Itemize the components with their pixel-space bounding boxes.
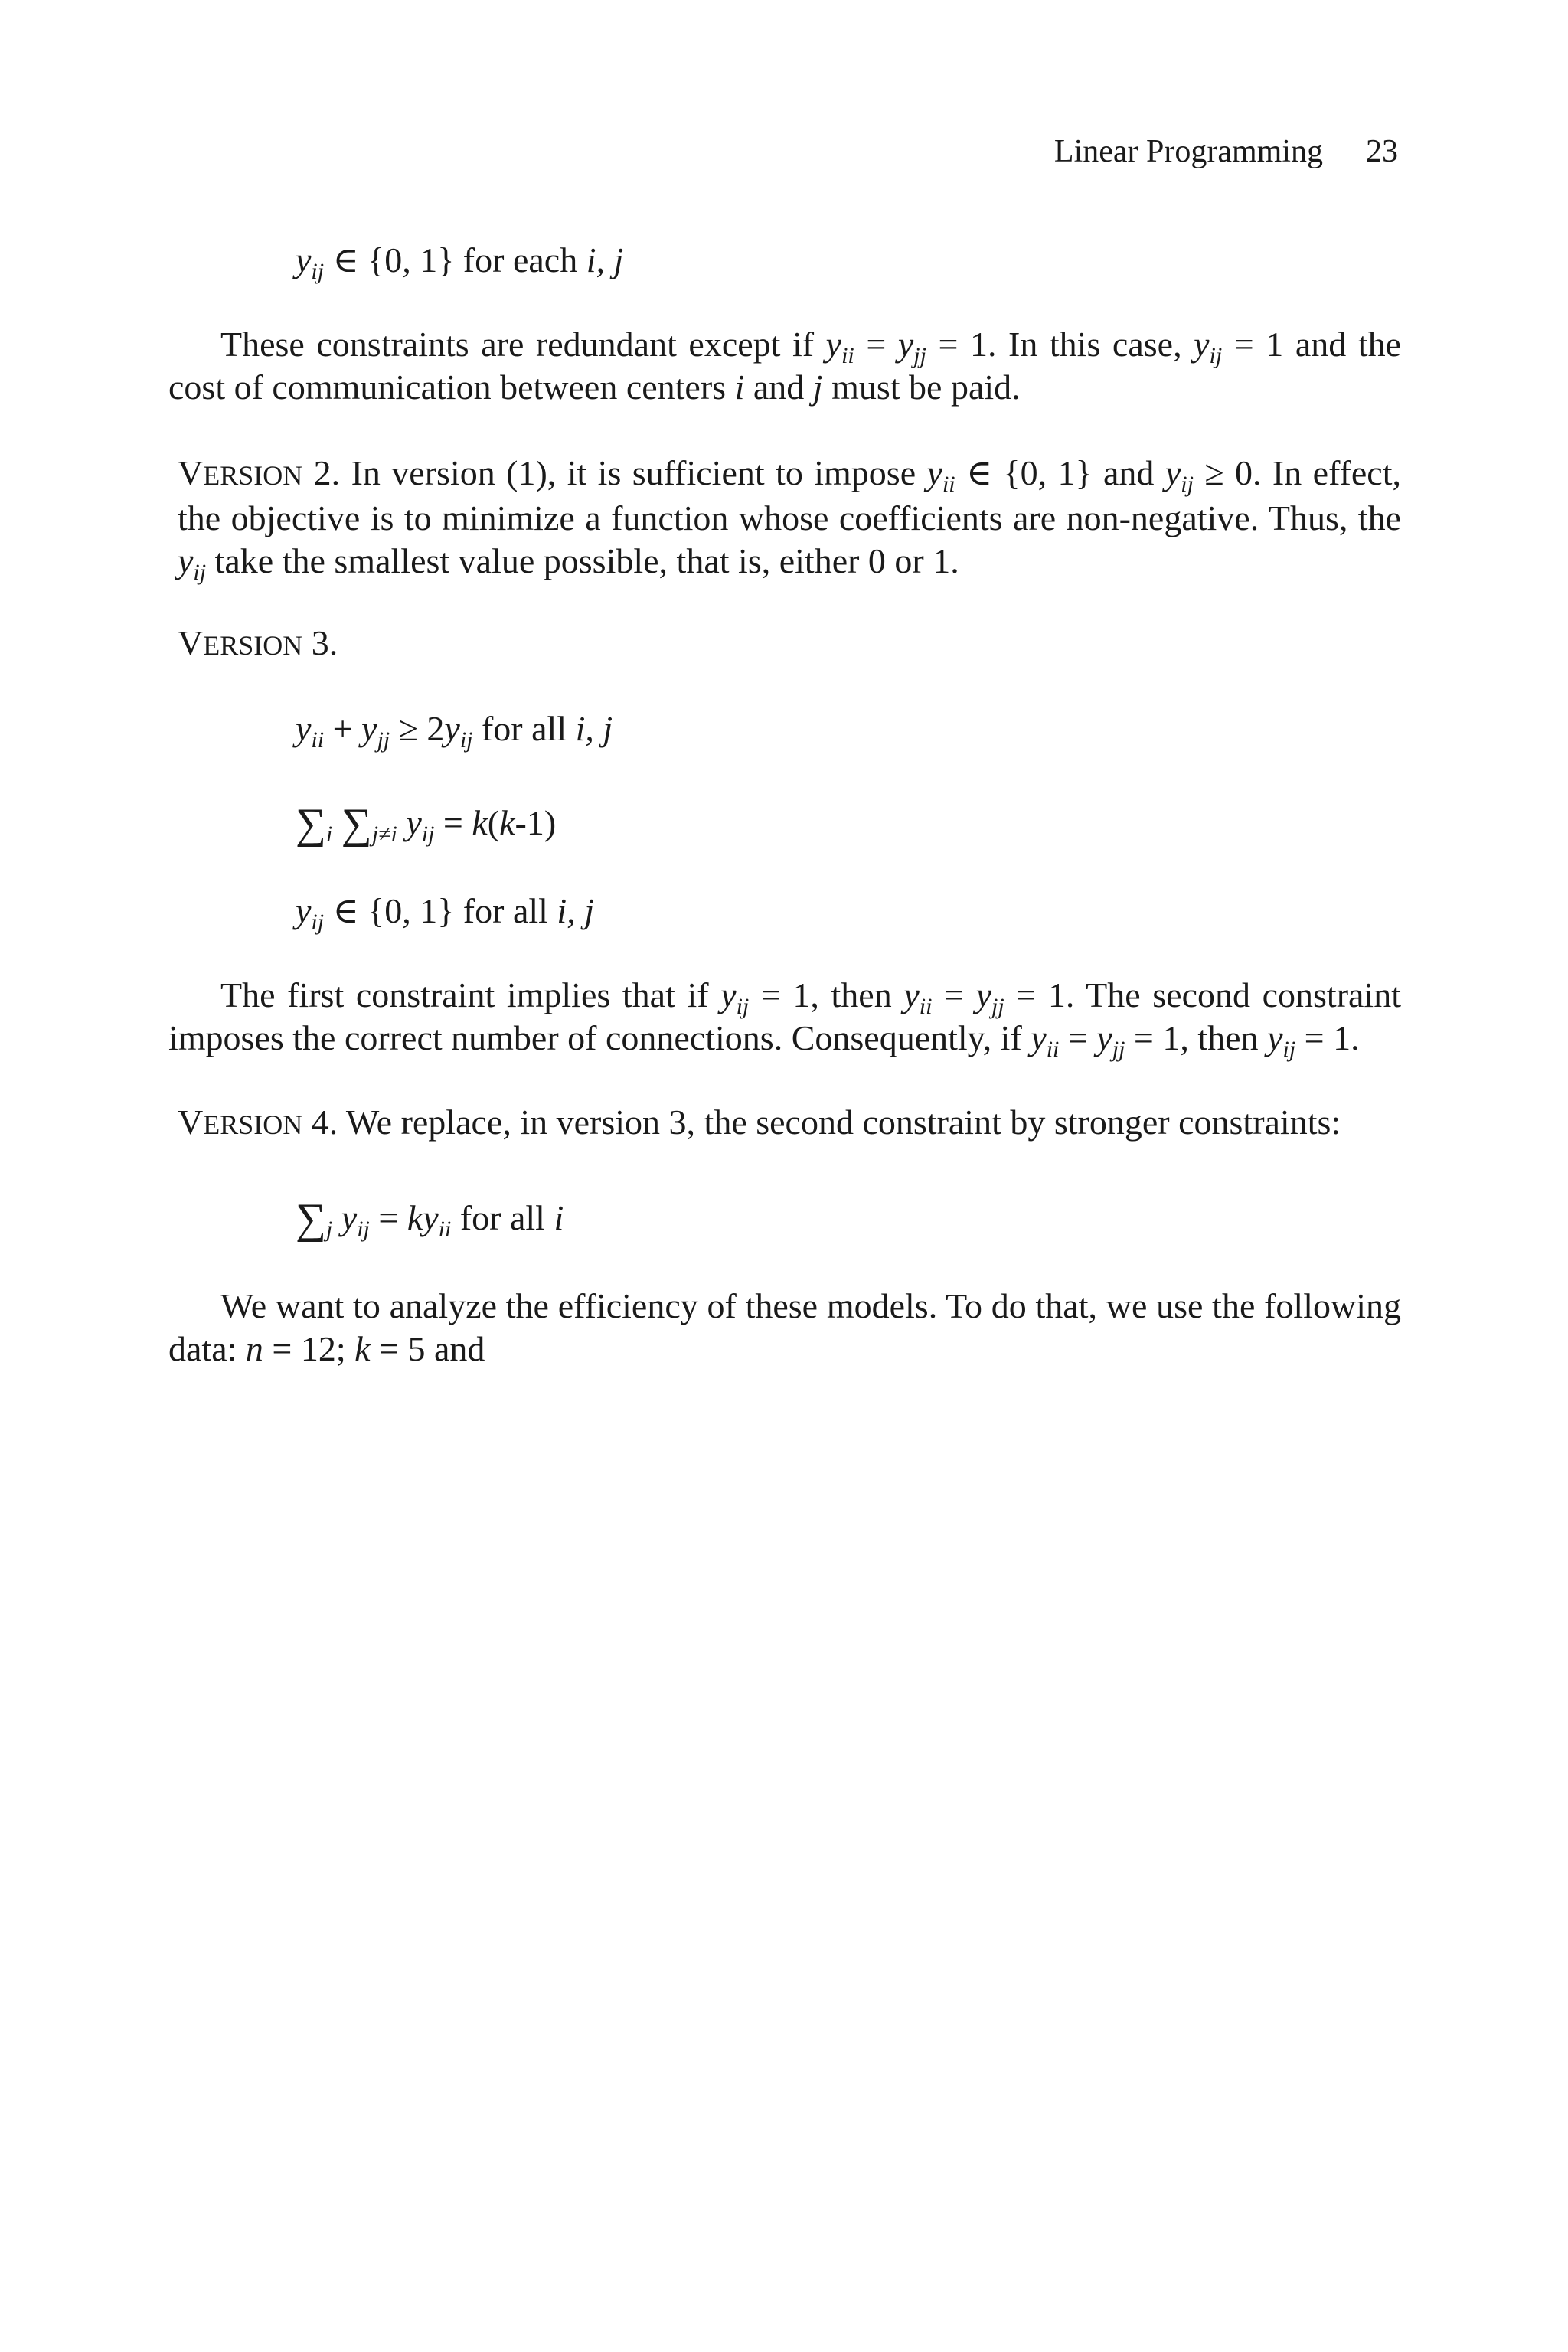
equation-total-connections: $\sum_i$ $\sum_{j\ne i}$ $y_{ij} = k(k-1)$	[296, 800, 557, 848]
paragraph-redundant: These constraints are redundant except if $y_{ii} = y_{jj} = 1$. In this case, $y_{ij} = 1$ and the cost of communication between centers i and j must be paid.	[168, 325, 1401, 407]
equation-binary-each: $y_{ij}$ ∈ {0, 1} for each i, j	[296, 240, 624, 284]
running-header	[1054, 130, 1398, 173]
equation-binary-all: $y_{ij}$ ∈ {0, 1} for all i, j	[296, 891, 594, 935]
paragraph-version-4: VERSION 4. We replace, in version 3, the second constraint by stronger constraints:	[178, 1102, 1341, 1142]
paragraph-efficiency: We want to analyze the efficiency of these models. To do that, we use the following data: n = 12; k = 5 and	[168, 1286, 1401, 1368]
paragraph-version-2: VERSION 2. In version (1), it is sufficient to impose $y_{ii}$ ∈ {0, 1} and $y_{ij} \ge 0$. In effect, the objective is to minimize a function whose coefficients are non-negative. Thus, the $y_{ij}$ take the smallest value possible, that is, either 0 or 1.	[178, 453, 1401, 585]
page-number: 23	[1366, 134, 1398, 169]
equation-pair-constraint: $y_{ii} + y_{jj} \ge 2y_{ij}$ for all i, j	[296, 709, 613, 753]
header-title: Linear Programming	[1054, 134, 1323, 169]
version-3-heading: VERSION 3.	[178, 623, 338, 662]
paragraph-first-constraint: The first constraint implies that if $y_{ij} = 1$, then $y_{ii} = y_{jj} = 1$. The second constraint imposes the correct number of connections. Consequently, if $y_{ii} = y_{jj} = 1$, then $y_{ij} = 1$.	[168, 975, 1401, 1062]
equation-stronger-constraint: $\sum_j$ $y_{ij} = ky_{ii}$ for all i	[296, 1195, 564, 1243]
